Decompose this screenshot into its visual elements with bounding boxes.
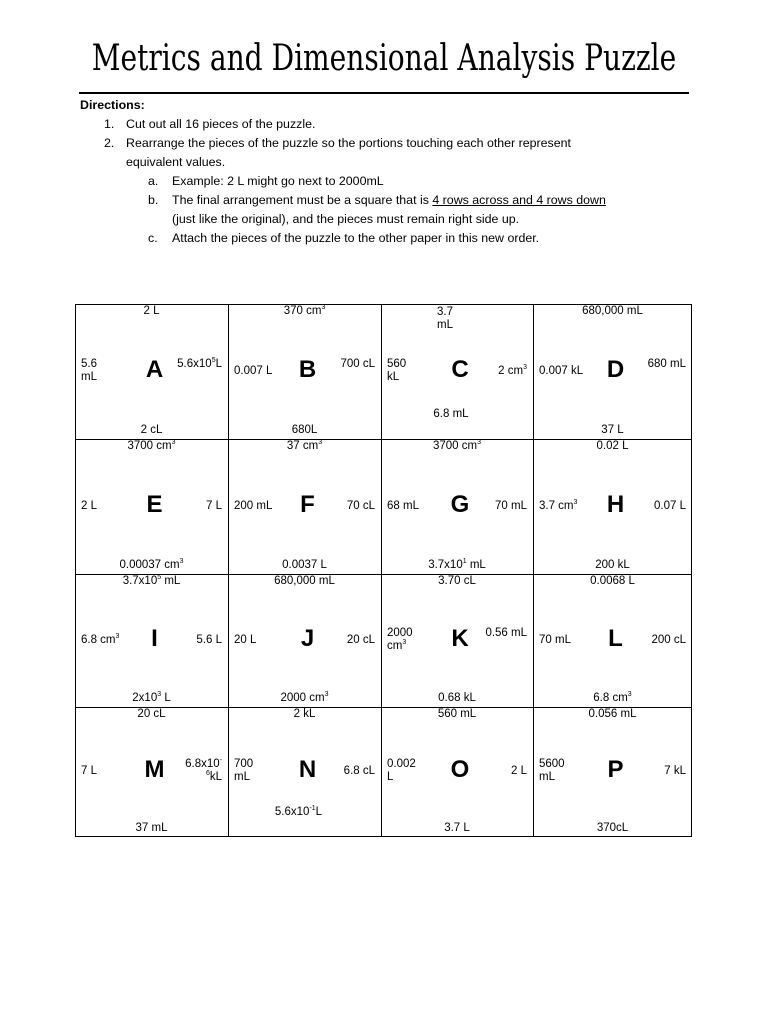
piece-top-value: 0.02 L	[596, 440, 629, 452]
piece-bottom-value: $3.7x10^1$ mL	[428, 558, 486, 571]
piece-left-value: 68 mL	[387, 499, 419, 512]
piece-letter: M	[144, 756, 165, 783]
piece-right-value: 70 cL	[346, 499, 375, 512]
puzzle-piece-i	[75, 574, 228, 707]
piece-left-value: 0.007 kL	[539, 364, 584, 377]
piece-left-value: 2 L	[81, 499, 97, 512]
piece-letter: H	[606, 490, 625, 518]
puzzle-piece-a	[75, 304, 228, 439]
substep-text: Attach the pieces of the puzzle to the other paper in this new order.	[172, 231, 540, 245]
substep-letter: a.	[148, 174, 159, 188]
piece-letter: N	[298, 756, 317, 783]
piece-left-value: 6.8 $cm^3$	[81, 632, 120, 646]
piece-right-value: $5.6x10^5L$	[177, 356, 222, 370]
piece-right-value: 7 kL	[664, 765, 686, 777]
piece-right-value: 2 $cm^3$	[498, 363, 527, 377]
puzzle-grid	[75, 304, 692, 837]
piece-letter: K	[451, 624, 469, 652]
puzzle-piece-n	[228, 707, 381, 837]
page-title: Metrics and Dimensional Analysis Puzzle	[91, 38, 677, 79]
piece-top-value: 370 $cm^3$	[283, 304, 326, 317]
puzzle-piece-l	[533, 574, 692, 707]
piece-bottom-value: $2x10^3$ L	[132, 691, 171, 704]
piece-right-value: 2 L	[511, 765, 527, 777]
piece-bottom-value: 0.68 kL	[438, 692, 476, 704]
puzzle-piece-j	[228, 574, 381, 707]
substep-a	[80, 172, 700, 191]
piece-letter: O	[450, 756, 470, 783]
substep-letter: c.	[148, 231, 158, 245]
piece-right-value: 0.07 L	[654, 499, 686, 512]
piece-top-value: 680,000 mL	[582, 305, 643, 317]
piece-right-value: 5.6 L	[196, 633, 222, 646]
piece-left-value: 5.6 mL	[81, 357, 97, 383]
piece-left-value: 70 mL	[539, 633, 571, 646]
piece-top-value: 37 $cm^3$	[286, 439, 323, 452]
step-number: 2.	[104, 136, 115, 150]
substep-text-continued: (just like the original), and the pieces must remain right side up.	[172, 212, 520, 226]
piece-bottom-value: 3.7 L	[444, 822, 470, 834]
directions-heading: Directions:	[80, 98, 145, 112]
piece-letter: P	[607, 756, 624, 783]
piece-top-value: 3.70 cL	[438, 575, 476, 587]
grid-row-line	[75, 707, 692, 708]
piece-letter: B	[298, 355, 317, 383]
piece-right-value: 200 cL	[651, 633, 686, 646]
grid-row-line	[75, 836, 692, 837]
grid-column-line	[691, 304, 692, 837]
piece-bottom-value: 6.8 mL	[433, 408, 469, 420]
puzzle-piece-f	[228, 439, 381, 574]
puzzle-piece-k	[381, 574, 533, 707]
piece-top-value: 20 cL	[137, 708, 166, 720]
piece-left-value: 3.7 $cm^3$	[539, 498, 578, 512]
puzzle-piece-d	[533, 304, 692, 439]
piece-left-value: 5600 mL	[539, 758, 565, 783]
piece-letter: F	[300, 490, 315, 518]
piece-right-value: 70 mL	[495, 499, 527, 512]
piece-right-value: 7 L	[206, 499, 222, 512]
substep-letter: b.	[148, 193, 159, 207]
grid-row-line	[75, 304, 692, 305]
piece-top-value: 0.056 mL	[588, 708, 637, 720]
piece-left-value: 0.002 L	[387, 758, 416, 783]
piece-letter: J	[300, 624, 315, 652]
piece-letter: D	[606, 355, 625, 383]
piece-right-value: 20 cL	[346, 633, 375, 646]
substep-c	[80, 229, 700, 248]
piece-left-value: 0.007 L	[234, 364, 273, 377]
piece-bottom-value: 680L	[291, 424, 318, 436]
piece-bottom-value: 0.00037 $cm^3$	[119, 558, 184, 571]
piece-bottom-value: 370cL	[596, 822, 629, 834]
step-text-continued: equivalent values.	[126, 155, 226, 169]
piece-left-value: 700 mL	[234, 758, 254, 783]
puzzle-piece-b	[228, 304, 381, 439]
piece-letter: E	[146, 490, 163, 518]
piece-top-value: 680,000 mL	[274, 575, 335, 587]
puzzle-piece-h	[533, 439, 692, 574]
piece-top-value: 3.7 mL	[437, 306, 453, 331]
piece-left-value: 7 L	[81, 765, 97, 777]
puzzle-piece-p	[533, 707, 692, 837]
piece-right-value: 0.56 mL	[485, 626, 527, 639]
piece-left-value: 2000 $cm^3$	[387, 626, 413, 652]
step-text: Rearrange the pieces of the puzzle so the portions touching each other represent	[126, 136, 571, 150]
grid-column-line	[75, 304, 76, 837]
piece-right-value: 700 cL	[340, 357, 375, 370]
grid-column-line	[228, 304, 229, 837]
substep-b	[80, 191, 700, 229]
substep-text: The final arrangement must be a square that is	[172, 193, 433, 207]
piece-top-value: 3700 $cm^3$	[127, 439, 176, 452]
piece-letter: C	[451, 355, 469, 383]
piece-top-value: 0.0068 L	[590, 575, 635, 587]
piece-letter: G	[450, 490, 470, 518]
piece-bottom-value: 0.0037 L	[282, 559, 327, 571]
piece-top-value: 2 L	[143, 305, 160, 317]
step-text: Cut out all 16 pieces of the puzzle.	[126, 117, 316, 131]
grid-row-line	[75, 439, 692, 440]
piece-bottom-value: 2000 $cm^3$	[280, 691, 329, 704]
step-2	[80, 134, 700, 172]
grid-column-line	[533, 304, 534, 837]
title-rule	[79, 92, 689, 94]
step-number: 1.	[104, 117, 115, 131]
substep-text: Example: 2 L might go next to 2000mL	[172, 174, 384, 188]
piece-top-value: 560 mL	[437, 708, 477, 720]
piece-right-value: 6.8 cL	[343, 765, 375, 777]
puzzle-piece-o	[381, 707, 533, 837]
piece-letter: L	[608, 624, 623, 652]
puzzle-piece-m	[75, 707, 228, 837]
puzzle-piece-g	[381, 439, 533, 574]
piece-bottom-value: 2 cL	[140, 424, 163, 436]
step-1	[80, 115, 700, 134]
piece-top-value: 2 kL	[293, 708, 316, 720]
piece-bottom-value: 37 mL	[135, 822, 168, 834]
piece-top-value: 3700 $cm^3$	[432, 439, 481, 452]
piece-left-value: 560 kL	[387, 357, 407, 383]
piece-letter: I	[151, 624, 158, 652]
piece-top-value: $3.7x10^5$ mL	[122, 574, 181, 587]
grid-row-line	[75, 574, 692, 575]
directions	[80, 96, 700, 248]
piece-left-value: 20 L	[234, 633, 257, 646]
puzzle-piece-e	[75, 439, 228, 574]
grid-column-line	[381, 304, 382, 837]
substep-underlined-text: 4 rows across and 4 rows down	[432, 193, 606, 207]
piece-letter: A	[145, 355, 164, 383]
puzzle-piece-c	[381, 304, 533, 439]
piece-bottom-value: 200 kL	[595, 559, 630, 571]
piece-bottom-value: 6.8 $cm^3$	[593, 691, 632, 704]
piece-left-value: 200 mL	[234, 499, 273, 512]
piece-bottom-value: $5.6x10^{-1}L$	[274, 805, 323, 818]
piece-right-value: 680 mL	[647, 357, 686, 370]
piece-bottom-value: 37 L	[601, 424, 624, 436]
piece-right-value: $6.8x10^{-6}kL$	[185, 757, 222, 783]
